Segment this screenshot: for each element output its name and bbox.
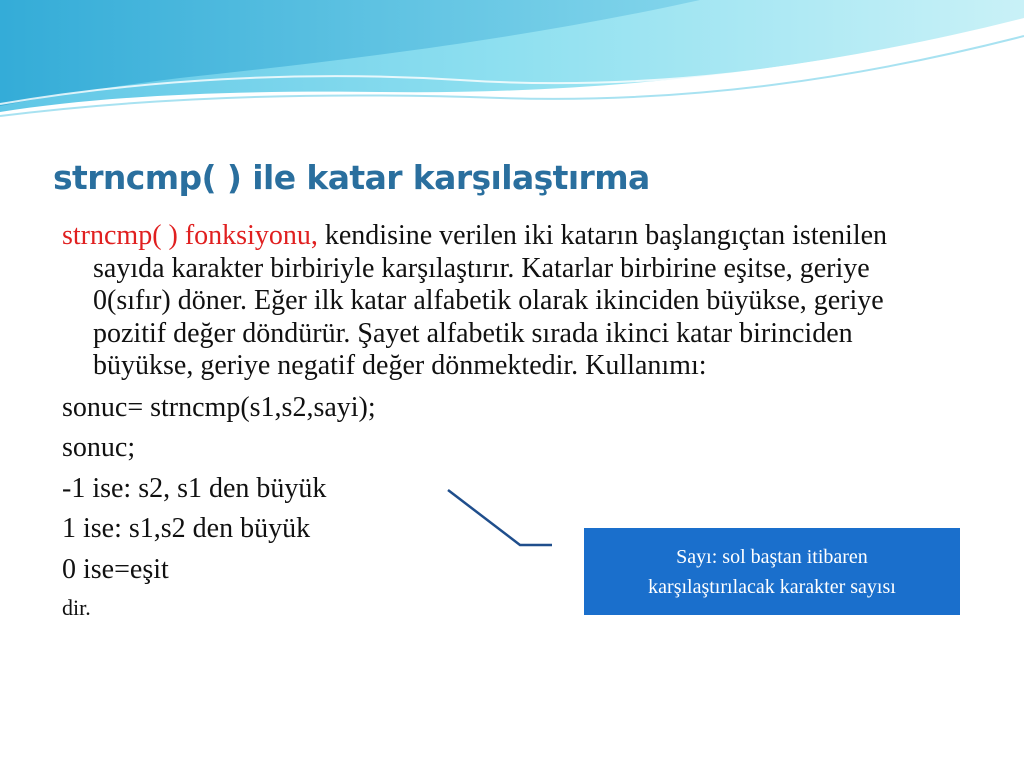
callout-line-1: Sayı: sol baştan itibaren [676,545,868,568]
callout-line-2: karşılaştırılacak karakter sayısı [648,575,896,598]
usage-line: sonuc= strncmp(s1,s2,sayi); [62,391,376,423]
description-text: kendisine verilen iki katarın başlangıçtan istenilen sayıda karakter birbiriyle karşılaştırır. Katarlar birbirine eşitse, geriye 0(sıfır) döner. Eğer ilk katar alfabetik olarak ikinciden büyükse, geriye pozitif değer döndürür. Şayet alfabetik sırada ikinci katar birinciden büyükse, geriye negatif değer dönmektedir. Kullanımı: [93,220,888,381]
callout-box [584,528,960,615]
closing-line: dir. [62,595,91,620]
result-zero-line: 0 ise=eşit [62,553,169,585]
result-negative-line: -1 ise: s2, s1 den büyük [62,472,327,504]
result-line: sonuc; [62,432,136,463]
function-name-highlight: strncmp( ) fonksiyonu, [62,220,318,251]
callout-connector-line [440,485,560,555]
result-positive-line: 1 ise: s1,s2 den büyük [62,513,311,544]
description-paragraph [62,220,952,383]
slide-title: strncmp( ) ile katar karşılaştırma [53,158,650,197]
decorative-wave-header [0,0,1024,130]
